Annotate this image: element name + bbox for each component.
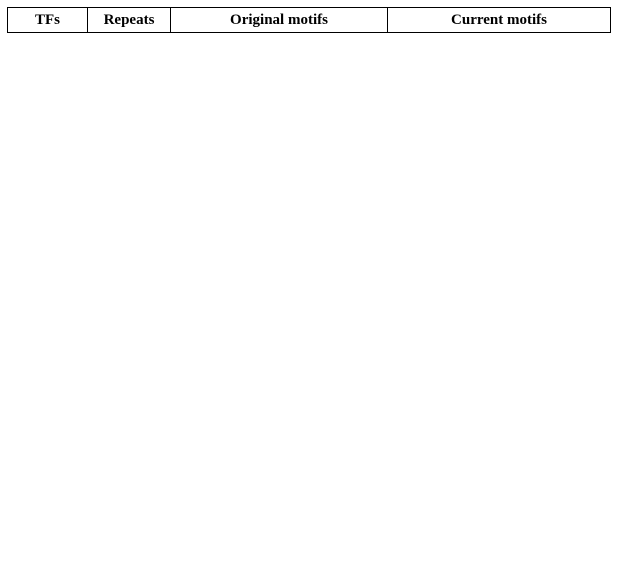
motif-table (7, 7, 611, 33)
header-tfs: TFs (8, 8, 88, 33)
header-row (8, 8, 611, 33)
header-repeats: Repeats (88, 8, 171, 33)
header-current-motifs: Current motifs (388, 8, 611, 33)
header-original-motifs: Original motifs (171, 8, 388, 33)
